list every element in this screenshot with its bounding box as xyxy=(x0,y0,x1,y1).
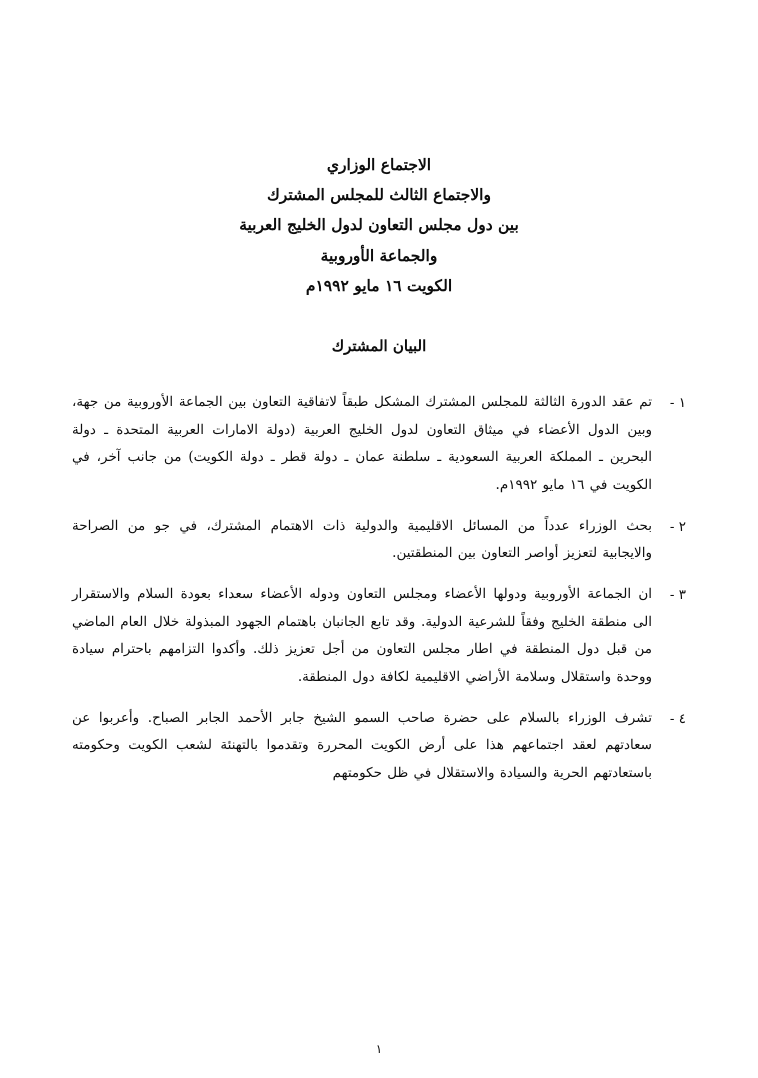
page-title xyxy=(72,150,686,301)
clause-item xyxy=(72,581,686,692)
page-number: ١ xyxy=(375,1042,383,1056)
clause-item xyxy=(72,389,686,500)
clause-text: تم عقد الدورة الثالثة للمجلس المشترك المشكل طبقاً لاتفاقية التعاون بين الجماعة الأوروبية من جهة، وبين الدول الأعضاء في ميثاق التعاون لدول الخليج العربية (دولة الامارات العربية المتحدة ـ دولة البحرين ـ المملكة العربية السعودية ـ سلطنة عمان ـ دولة قطر ـ دولة الكويت) من جانب آخر، في الكويت في ١٦ مايو ١٩٩٢م. xyxy=(72,394,652,494)
document-subtitle: البيان المشترك xyxy=(331,337,427,356)
clause-text: تشرف الوزراء بالسلام على حضرة صاحب السمو الشيخ جابر الأحمد الجابر الصباح. وأعربوا عن سعادتهم لعقد اجتماعهم هذا على أرض الكويت المحررة وتقدموا بالتهنئة لشعب الكويت وحكومته باستعادتهم الحرية والسيادة والاستقلال في ظل حكومتهم xyxy=(72,709,652,782)
clause-item xyxy=(72,705,686,788)
clause-number: ٣ - xyxy=(669,587,686,604)
clause-number: ١ - xyxy=(669,395,686,412)
title-line-1: الاجتماع الوزاري xyxy=(326,155,432,174)
clause-text: ان الجماعة الأوروبية ودولها الأعضاء ومجلس التعاون ودوله الأعضاء سعداء بعودة السلام والاستقرار الى منطقة الخليج وفقاً للشرعية الدولية. وقد تابع الجانبان باهتمام الجهود المبذولة خلال العام الماضي من قبل دول المنطقة في اطار مجلس التعاون من أجل تعزيز ذلك. وأكدوا التزامهم باحترام سيادة ووحدة واستقلال وسلامة الأراضي الاقليمية لكافة دول المنطقة. xyxy=(72,586,652,686)
title-line-3: بين دول مجلس التعاون لدول الخليج العربية xyxy=(239,215,519,235)
clause-number: ٢ - xyxy=(669,518,686,535)
clause-text: بحث الوزراء عدداً من المسائل الاقليمية والدولية ذات الاهتمام المشترك، في جو من الصراحة والايجابية لتعزيز أواصر التعاون بين المنطقتين. xyxy=(72,517,652,562)
title-line-2: والاجتماع الثالث للمجلس المشترك xyxy=(267,185,491,205)
clause-item xyxy=(72,513,686,568)
clause-list xyxy=(72,389,686,788)
title-line-5: الكويت ١٦ مايو ١٩٩٢م xyxy=(305,275,453,295)
title-line-4: والجماعة الأوروبية xyxy=(320,245,438,265)
clause-number: ٤ - xyxy=(669,710,686,727)
